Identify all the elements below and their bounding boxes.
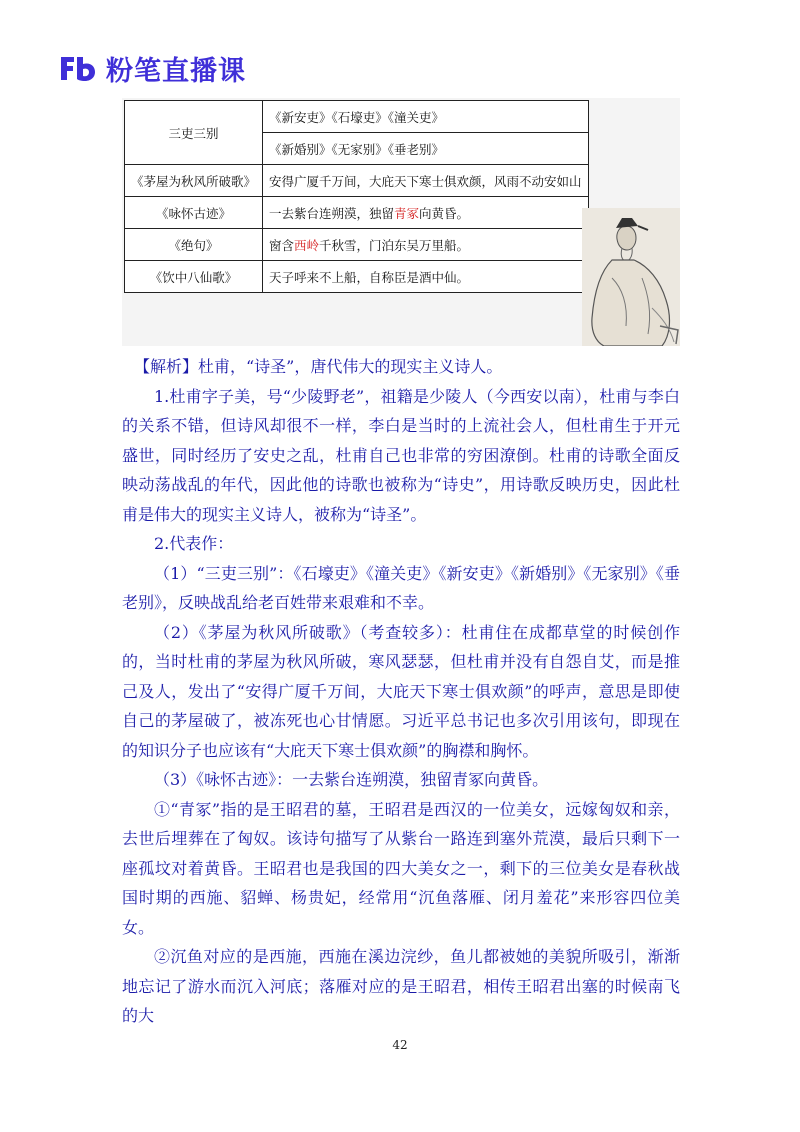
table-cell-name: 《饮中八仙歌》: [125, 261, 263, 293]
fb-logo-icon: [58, 53, 98, 83]
table-cell-quote: [263, 197, 589, 229]
table-cell-quote: 安得广厦千万间，大庇天下寒士俱欢颜，风雨不动安如山: [263, 165, 589, 197]
table-cell-name: 三吏三别: [125, 101, 263, 165]
table-cell-name: 《绝句》: [125, 229, 263, 261]
highlight-text: 青冢: [394, 205, 420, 221]
table-row: [125, 165, 589, 197]
paragraph: 2.代表作：: [154, 534, 234, 553]
table-cell-quote: 《新安吏》《石壕吏》《潼关吏》: [263, 101, 589, 133]
paragraph: ①“青冢”指的是王昭君的墓，王昭君是西汉的一位美女，远嫁匈奴和亲，去世后埋葬在了匈奴。该诗句描写了从紫台一路连到塞外荒漠，最后只剩下一座孤坟对着黄昏。王昭君也是我国的四大美女之一，剩下的三位美女是春秋战国时期的西施、貂蝉、杨贵妃，经常用“沉鱼落雁、闭月羞花”来形容四位美女。: [122, 799, 680, 937]
analysis-text: [122, 352, 680, 1031]
paragraph: （2）《茅屋为秋风所破歌》（考查较多）：杜甫住在成都草堂的时候创作的，当时杜甫的茅屋为秋风所破，寒风瑟瑟，但杜甫并没有自怨自艾，而是推己及人，发出了“安得广厦千万间，大庇天下寒士俱欢颜”的呼声，意思是即使自己的茅屋破了，被冻死也心甘情愿。习近平总书记也多次引用该句，即现在的知识分子也应该有“大庇天下寒士俱欢颜”的胸襟和胸怀。: [122, 622, 680, 760]
table-row: [125, 261, 589, 293]
table-row: [125, 101, 589, 133]
analysis-heading: 【解析】杜甫，“诗圣”，唐代伟大的现实主义诗人。: [134, 357, 503, 376]
table-cell-name: 《茅屋为秋风所破歌》: [125, 165, 263, 197]
quote-text: 千秋雪，门泊东吴万里船。: [319, 237, 470, 253]
portrait-sketch-icon: [582, 208, 680, 346]
poem-table: [124, 100, 589, 293]
table-cell-quote: 天子呼来不上船，自称臣是酒中仙。: [263, 261, 589, 293]
table-row: [125, 229, 589, 261]
page-number: 42: [392, 1038, 408, 1052]
table-cell-quote: [263, 229, 589, 261]
poem-figure: [122, 98, 680, 346]
paragraph: （3）《咏怀古迹》：一去紫台连朔漠，独留青冢向黄昏。: [154, 770, 549, 789]
paragraph: ②沉鱼对应的是西施，西施在溪边浣纱，鱼儿都被她的美貌所吸引，渐渐地忘记了游水而沉入河底；落雁对应的是王昭君，相传王昭君出塞的时候南飞的大: [122, 947, 680, 1025]
brand-logo: [58, 50, 246, 86]
paragraph: 1.杜甫字子美，号“少陵野老”，祖籍是少陵人（今西安以南），杜甫与李白的关系不错，但诗风却很不一样，李白是当时的上流社会人，但杜甫生于开元盛世，同时经历了安史之乱，杜甫自己也非常的穷困潦倒。杜甫的诗歌全面反映动荡战乱的年代，因此他的诗歌也被称为“诗史”，用诗歌反映历史，因此杜甫是伟大的现实主义诗人，被称为“诗圣”。: [122, 386, 680, 524]
table-cell-name: 《咏怀古迹》: [125, 197, 263, 229]
table-row: [125, 197, 589, 229]
highlight-text: 西岭: [294, 237, 320, 253]
quote-text: 窗含: [269, 237, 295, 253]
paragraph: （1）“三吏三别”：《石壕吏》《潼关吏》《新安吏》《新婚别》《无家别》《垂老别》，反映战乱给老百姓带来艰难和不幸。: [122, 563, 680, 612]
quote-text: 一去紫台连朔漠，独留: [269, 205, 395, 221]
table-cell-quote: 《新婚别》《无家别》《垂老别》: [263, 133, 589, 165]
brand-name: 粉笔直播课: [106, 55, 246, 87]
quote-text: 向黄昏。: [419, 205, 470, 221]
du-fu-portrait-image: [582, 208, 680, 346]
